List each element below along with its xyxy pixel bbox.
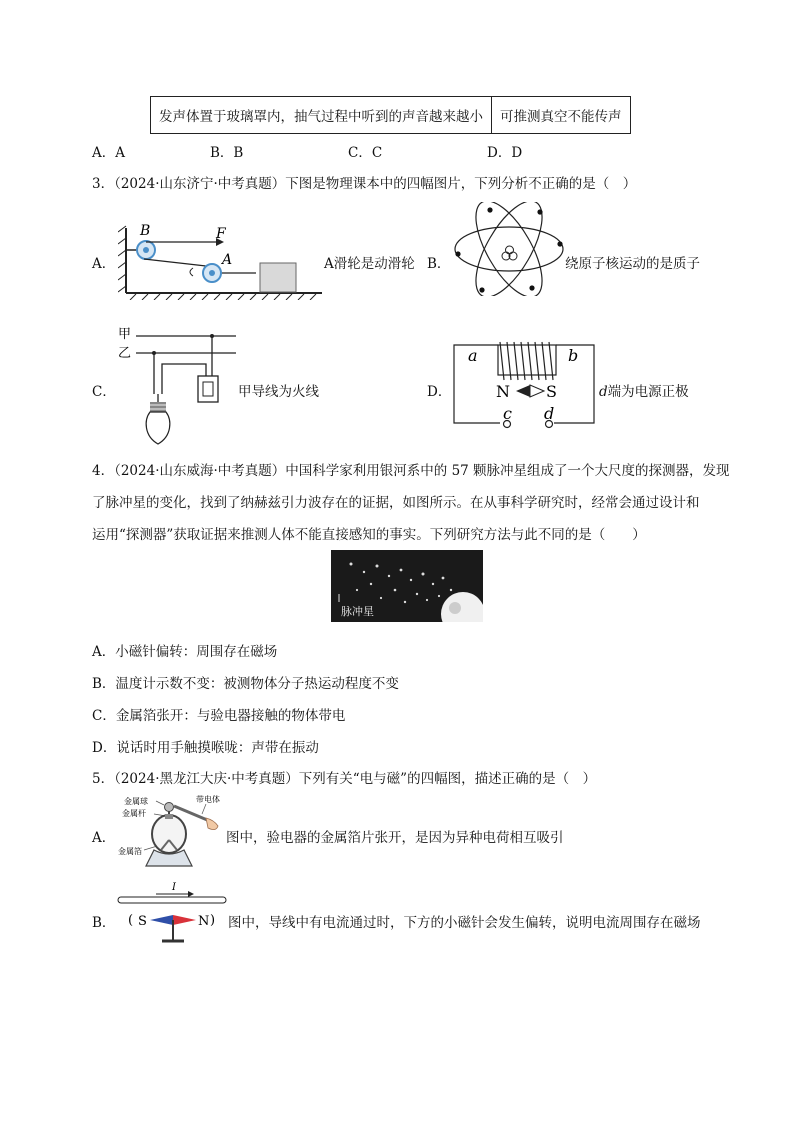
electroscope-figure	[114, 792, 226, 872]
atom-model-figure	[452, 202, 566, 296]
label-d: d	[544, 404, 555, 423]
label-a: a	[468, 346, 478, 365]
label-a: A	[222, 252, 233, 268]
label-yi: 乙	[118, 346, 132, 361]
label-c: c	[503, 404, 512, 423]
terminal-var: d	[599, 384, 608, 400]
q3-option-a-label: A．	[92, 256, 116, 272]
household-circuit-figure	[114, 324, 238, 452]
q5-option-a-label: A．	[92, 830, 116, 846]
q2-option-d: D．D	[487, 145, 523, 161]
q5-stem: 5．（2024·黑龙江大庆·中考真题）下列有关“电与磁”的四幅图，描述正确的是（ ）	[92, 771, 597, 787]
q5-option-b-label: B．	[92, 915, 116, 931]
q2-option-a: A．A	[92, 145, 125, 161]
label-s: S	[138, 914, 147, 929]
table-row	[151, 97, 631, 134]
paren-left: (	[128, 913, 134, 928]
q4-option-c: C．金属箔张开：与验电器接触的物体带电	[92, 708, 346, 724]
q3-option-a-text: A滑轮是动滑轮	[324, 256, 415, 272]
label-current: I	[172, 882, 176, 893]
label-b: B	[140, 223, 151, 239]
q3-option-d-desc: 端为电源正极	[607, 384, 689, 400]
pulsar-label: 脉冲星	[341, 605, 374, 618]
label-n: N	[198, 914, 210, 929]
label-b: b	[568, 346, 579, 365]
label-jia: 甲	[118, 327, 132, 342]
label-charged-body: 带电体	[196, 795, 220, 804]
table-cell: 可推测真空不能传声	[492, 97, 631, 134]
q3-option-b-label: B．	[427, 256, 451, 272]
q4-option-a: A．小磁针偏转：周围存在磁场	[92, 644, 278, 660]
q2-option-b: B．B	[210, 145, 244, 161]
label-f: F	[216, 226, 226, 242]
electromagnet-figure	[448, 340, 600, 432]
q5-option-b-text: 图中，导线中有电流通过时，下方的小磁针会发生偏转，说明电流周围存在磁场	[228, 915, 701, 931]
q4-option-b: B．温度计示数不变：被测物体分子热运动程度不变	[92, 676, 399, 692]
label-metal-foil: 金属箔	[118, 847, 142, 856]
q3-option-c-label: C．	[92, 384, 116, 400]
q4-option-d: D．说话时用手触摸喉咙：声带在振动	[92, 740, 319, 756]
label-n: N	[496, 382, 510, 401]
pulley-figure	[118, 218, 324, 300]
q2-option-c: C．C	[348, 145, 383, 161]
q3-option-b-text: 绕原子核运动的是质子	[565, 256, 700, 272]
pulsar-image	[331, 550, 483, 622]
label-s: S	[546, 382, 557, 401]
q4-stem-line3: 运用“探测器”获取证据来推测人体不能直接感知的事实。下列研究方法与此不同的是（ ）	[92, 527, 646, 543]
label-metal-rod: 金属杆	[122, 809, 146, 818]
q4-stem-line2: 了脉冲星的变化，找到了纳赫兹引力波存在的证据，如图所示。在从事科学研究时，经常会通过设计和	[92, 495, 700, 511]
label-metal-ball: 金属球	[124, 797, 148, 806]
q3-option-c-text: 甲导线为火线	[238, 384, 319, 400]
table-cell: 发声体置于玻璃罩内，抽气过程中听到的声音越来越小	[151, 97, 492, 134]
oersted-experiment-figure	[116, 880, 228, 946]
comparison-table	[150, 96, 631, 134]
q3-stem: 3．（2024·山东济宁·中考真题）下图是物理课本中的四幅图片，下列分析不正确的是（ ）	[92, 176, 637, 192]
q3-option-d-label: D．	[427, 384, 452, 400]
q4-stem-line1: 4．（2024·山东威海·中考真题）中国科学家利用银河系中的 57 颗脉冲星组成了一个大尺度的探测器，发现	[92, 463, 730, 479]
paren-right: )	[210, 913, 216, 928]
q5-option-a-text: 图中，验电器的金属箔片张开，是因为异种电荷相互吸引	[226, 830, 564, 846]
q3-option-d-text	[599, 380, 689, 400]
